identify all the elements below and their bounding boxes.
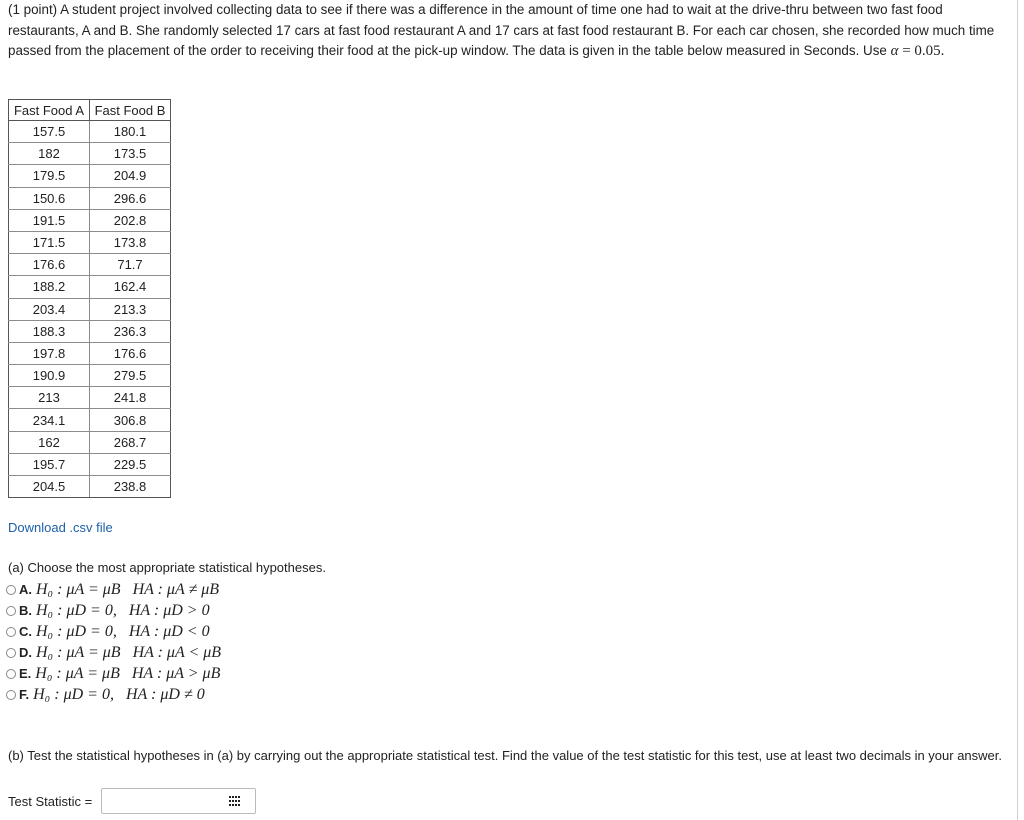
option-d-letter: D. xyxy=(19,645,32,660)
table-row xyxy=(9,431,171,453)
table-row xyxy=(9,187,171,209)
table-row xyxy=(9,143,171,165)
option-e-letter: E. xyxy=(19,666,32,681)
table-row xyxy=(9,298,171,320)
option-a-hypotheses: H₀ : μA = μB HA : μA ≠ μB xyxy=(36,580,220,598)
part-b-prompt: (b) Test the statistical hypotheses in (a) by carrying out the appropriate statistical test. Find the value of the test statistic for this test, use at least two decimals in your answer. xyxy=(8,748,1003,763)
cell-fast-food-b: 180.1 xyxy=(90,121,171,143)
column-header-a: Fast Food A xyxy=(9,100,90,121)
option-f-hypotheses: H₀ : μD = 0, HA : μD ≠ 0 xyxy=(33,685,205,703)
option-a-letter: A. xyxy=(19,582,32,597)
cell-fast-food-b: 268.7 xyxy=(90,431,171,453)
hypothesis-options xyxy=(6,579,221,705)
table-row xyxy=(9,342,171,364)
cell-fast-food-b: 229.5 xyxy=(90,453,171,475)
alpha-symbol: α xyxy=(890,43,899,59)
cell-fast-food-a: 195.7 xyxy=(9,453,90,475)
table-row xyxy=(9,387,171,409)
cell-fast-food-a: 176.6 xyxy=(9,254,90,276)
option-c[interactable] xyxy=(6,621,221,642)
radio-option-c[interactable] xyxy=(6,627,16,637)
cell-fast-food-b: 236.3 xyxy=(90,320,171,342)
table-row xyxy=(9,209,171,231)
option-b[interactable] xyxy=(6,600,221,621)
cell-fast-food-b: 238.8 xyxy=(90,476,171,498)
table-row xyxy=(9,320,171,342)
cell-fast-food-a: 190.9 xyxy=(9,365,90,387)
download-csv-link[interactable]: Download .csv file xyxy=(8,520,113,535)
option-c-hypotheses: H₀ : μD = 0, HA : μD < 0 xyxy=(36,622,210,640)
option-f-letter: F. xyxy=(19,687,30,702)
test-statistic-row xyxy=(8,788,256,814)
cell-fast-food-b: 204.9 xyxy=(90,165,171,187)
cell-fast-food-a: 197.8 xyxy=(9,342,90,364)
test-statistic-input[interactable] xyxy=(101,788,256,814)
cell-fast-food-b: 176.6 xyxy=(90,342,171,364)
cell-fast-food-b: 71.7 xyxy=(90,254,171,276)
table-row xyxy=(9,409,171,431)
cell-fast-food-b: 296.6 xyxy=(90,187,171,209)
cell-fast-food-a: 171.5 xyxy=(9,231,90,253)
table-row xyxy=(9,231,171,253)
radio-option-f[interactable] xyxy=(6,690,16,700)
cell-fast-food-b: 279.5 xyxy=(90,365,171,387)
cell-fast-food-b: 162.4 xyxy=(90,276,171,298)
table-row xyxy=(9,276,171,298)
table-row xyxy=(9,476,171,498)
radio-option-b[interactable] xyxy=(6,606,16,616)
cell-fast-food-a: 179.5 xyxy=(9,165,90,187)
table-row xyxy=(9,365,171,387)
radio-option-d[interactable] xyxy=(6,648,16,658)
cell-fast-food-a: 234.1 xyxy=(9,409,90,431)
cell-fast-food-a: 204.5 xyxy=(9,476,90,498)
cell-fast-food-a: 162 xyxy=(9,431,90,453)
cell-fast-food-b: 213.3 xyxy=(90,298,171,320)
problem-statement xyxy=(8,0,1009,62)
option-c-letter: C. xyxy=(19,624,32,639)
cell-fast-food-b: 202.8 xyxy=(90,209,171,231)
cell-fast-food-a: 150.6 xyxy=(9,187,90,209)
option-d[interactable] xyxy=(6,642,221,663)
problem-intro-text: (1 point) A student project involved collecting data to see if there was a difference in the amount of time one had to wait at the drive-thru between two fast food restaurants, A and B. She randomly selected 17 cars at fast food restaurant A and 17 cars at fast food restaurant B. For each car chosen, she recorded how much time passed from the placement of the order to receiving their food at the pick-up window. The data is given in the table below measured in Seconds. Use xyxy=(8,2,995,58)
table-header-row xyxy=(9,100,171,121)
grid-icon[interactable] xyxy=(229,796,241,807)
option-e[interactable] xyxy=(6,663,221,684)
option-a[interactable] xyxy=(6,579,221,600)
table-row xyxy=(9,165,171,187)
cell-fast-food-b: 173.5 xyxy=(90,143,171,165)
radio-option-e[interactable] xyxy=(6,669,16,679)
option-e-hypotheses: H₀ : μA = μB HA : μA > μB xyxy=(35,664,221,682)
radio-option-a[interactable] xyxy=(6,585,16,595)
option-b-letter: B. xyxy=(19,603,32,618)
column-header-b: Fast Food B xyxy=(90,100,171,121)
data-table xyxy=(8,99,171,498)
cell-fast-food-a: 203.4 xyxy=(9,298,90,320)
alpha-value: = 0.05. xyxy=(898,43,945,59)
cell-fast-food-b: 173.8 xyxy=(90,231,171,253)
cell-fast-food-a: 182 xyxy=(9,143,90,165)
option-d-hypotheses: H₀ : μA = μB HA : μA < μB xyxy=(36,643,222,661)
cell-fast-food-a: 188.3 xyxy=(9,320,90,342)
test-statistic-label: Test Statistic = xyxy=(8,793,93,809)
option-f[interactable] xyxy=(6,684,221,705)
cell-fast-food-b: 241.8 xyxy=(90,387,171,409)
cell-fast-food-b: 306.8 xyxy=(90,409,171,431)
cell-fast-food-a: 191.5 xyxy=(9,209,90,231)
table-row xyxy=(9,254,171,276)
table-row xyxy=(9,121,171,143)
table-row xyxy=(9,453,171,475)
option-b-hypotheses: H₀ : μD = 0, HA : μD > 0 xyxy=(36,601,210,619)
cell-fast-food-a: 188.2 xyxy=(9,276,90,298)
cell-fast-food-a: 157.5 xyxy=(9,121,90,143)
cell-fast-food-a: 213 xyxy=(9,387,90,409)
part-a-prompt: (a) Choose the most appropriate statistical hypotheses. xyxy=(8,560,326,575)
